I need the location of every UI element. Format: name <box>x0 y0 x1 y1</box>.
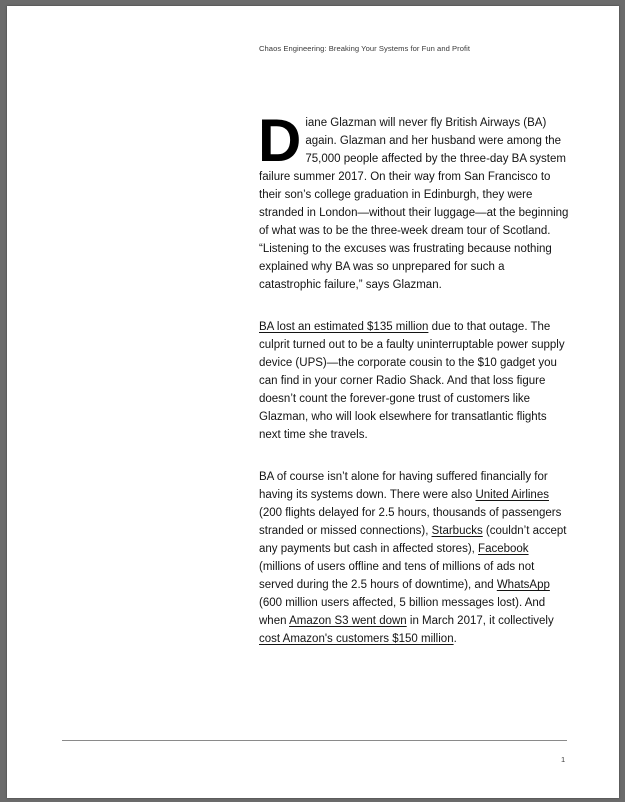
running-header: Chaos Engineering: Breaking Your Systems for Fun and Profit <box>259 44 471 53</box>
link-whatsapp[interactable]: WhatsApp <box>496 579 550 591</box>
outages-text-4: (millions of users offline and tens of millions of ads not served during the 2.5 hours of downtime), and <box>259 561 535 591</box>
outages-text-7: . <box>453 633 457 645</box>
link-united-airlines[interactable]: United Airlines <box>475 489 549 501</box>
outages-text-1: BA of course isn’t alone for having suffered financially for having its systems down. There were also <box>259 471 548 501</box>
paragraph-intro <box>258 107 569 294</box>
paragraph-other-outages <box>259 468 569 648</box>
outages-text-2: (200 flights delayed for 2.5 hours, thousands of passengers stranded or missed connections), <box>259 507 562 537</box>
outages-text-5: (600 million users affected, 5 billion messages lost). And when <box>259 597 546 627</box>
link-amazon-cost[interactable]: cost Amazon's customers $150 million <box>259 633 454 645</box>
outages-text-6: in March 2017, it collectively <box>406 615 554 627</box>
paragraph-ba-loss-text: due to that outage. The culprit turned out to be a faulty uninterruptable power supply device (UPS)—the corporate cousin to the $10 gadget you can find in your corner Radio Shack. And that loss figure doesn’t count the forever-gone trust of customers like Glazman, who will look elsewhere for transatlantic flights next time she travels. <box>259 321 565 441</box>
link-facebook[interactable]: Facebook <box>478 543 529 555</box>
link-starbucks[interactable]: Starbucks <box>431 525 483 537</box>
link-ba-loss[interactable]: BA lost an estimated $135 million <box>259 321 429 333</box>
paragraph-intro-text: iane Glazman will never fly British Airways (BA) again. Glazman and her husband were among the 75,000 people affected by the three-day BA system failure summer 2017. On their way from San Francisco to their son’s college graduation in Edinburgh, they were stranded in London—without their luggage—at the beginning of what was to be the three-week dream tour of Scotland. “Listening to the excuses was frustrating because nothing explained why BA was so unprepared for such a catastrophic failure,” says Glazman. <box>259 117 569 291</box>
article-body <box>258 107 569 672</box>
link-amazon-s3[interactable]: Amazon S3 went down <box>289 615 407 627</box>
paragraph-ba-loss <box>259 318 569 444</box>
document-page <box>7 6 619 798</box>
footer-divider <box>62 740 567 741</box>
outages-text-3: (couldn’t accept any payments but cash in affected stores), <box>259 525 567 555</box>
drop-cap: D <box>258 107 302 174</box>
page-number: 1 <box>561 755 566 764</box>
